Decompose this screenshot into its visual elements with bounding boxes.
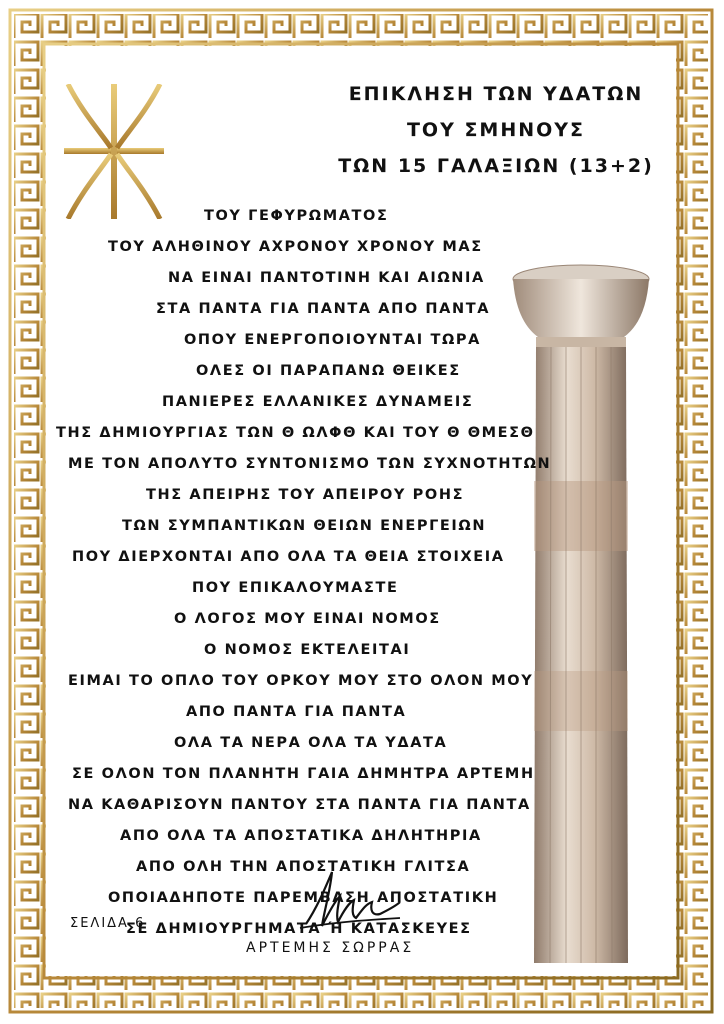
text-line: ΠΟΥ ΕΠΙΚΑΛΟΥΜΑΣΤΕ — [192, 580, 399, 596]
title-line: ΤΩΝ 15 ΓΑΛΑΞΙΩΝ (13+2) — [338, 155, 654, 177]
text-line: ΤΟΥ ΑΛΗΘΙΝΟΥ ΑΧΡΟΝΟΥ ΧΡΟΝΟΥ ΜΑΣ — [108, 239, 483, 255]
text-line: ΑΠΟ ΟΛΑ ΤΑ ΑΠΟΣΤΑΤΙΚΑ ΔΗΛΗΤΗΡΙΑ — [120, 828, 482, 844]
text-line: ΠΑΝΙΕΡΕΣ ΕΛΛΑΝΙΚΕΣ ΔΥΝΑΜΕΙΣ — [162, 394, 474, 410]
text-line: Ο ΛΟΓΟΣ ΜΟΥ ΕΙΝΑΙ ΝΟΜΟΣ — [174, 611, 441, 627]
signature-icon — [296, 866, 406, 940]
text-line: ΤΗΣ ΑΠΕΙΡΗΣ ΤΟΥ ΑΠΕΙΡΟΥ ΡΟΗΣ — [146, 487, 465, 503]
text-line: ΤΗΣ ΔΗΜΙΟΥΡΓΙΑΣ ΤΩΝ Θ ΩΛΦΘ ΚΑΙ ΤΟΥ Θ ΘΜΕΣΘ — [56, 425, 535, 441]
text-line: ΤΩΝ ΣΥΜΠΑΝΤΙΚΩΝ ΘΕΙΩΝ ΕΝΕΡΓΕΙΩΝ — [122, 518, 487, 534]
text-line: ΟΛΕΣ ΟΙ ΠΑΡΑΠΑΝΩ ΘΕΙΚΕΣ — [196, 363, 461, 379]
page-number: ΣΕΛΙΔΑ 6 — [70, 916, 146, 931]
star-symbol-icon — [64, 84, 164, 223]
doric-column-icon — [506, 251, 656, 967]
title-line: ΕΠΙΚΛΗΣΗ ΤΩΝ ΥΔΑΤΩΝ — [348, 83, 644, 105]
text-line: ΤΟΥ ΓΕΦΥΡΩΜΑΤΟΣ — [204, 208, 389, 224]
text-line: ΟΠΟΙΑΔΗΠΟΤΕ ΠΑΡΕΜΒΑΣΗ ΑΠΟΣΤΑΤΙΚΗ — [108, 890, 499, 906]
title-line: ΤΟΥ ΣΜΗΝΟΥΣ — [406, 119, 586, 141]
text-line: ΟΠΟΥ ΕΝΕΡΓΟΠΟΙΟΥΝΤΑΙ ΤΩΡΑ — [184, 332, 481, 348]
text-line: ΟΛΑ ΤΑ ΝΕΡΑ ΟΛΑ ΤΑ ΥΔΑΤΑ — [174, 735, 448, 751]
text-line: ΝΑ ΕΙΝΑΙ ΠΑΝΤΟΤΙΝΗ ΚΑΙ ΑΙΩΝΙΑ — [168, 270, 485, 286]
text-line: Ο ΝΟΜΟΣ ΕΚΤΕΛΕΙΤΑΙ — [204, 642, 411, 658]
text-line: ΣΕ ΟΛΟΝ ΤΟΝ ΠΛΑΝΗΤΗ ΓΑΙΑ ΔΗΜΗΤΡΑ ΑΡΤΕΜΗ — [72, 766, 535, 782]
text-line: ΕΙΜΑΙ ΤΟ ΟΠΛΟ ΤΟΥ ΟΡΚΟΥ ΜΟΥ ΣΤΟ ΟΛΟΝ ΜΟΥ — [68, 673, 534, 689]
text-line: ΣΤΑ ΠΑΝΤΑ ΓΙΑ ΠΑΝΤΑ ΑΠΟ ΠΑΝΤΑ — [156, 301, 491, 317]
text-line: ΠΟΥ ΔΙΕΡΧΟΝΤΑΙ ΑΠΟ ΟΛΑ ΤΑ ΘΕΙΑ ΣΤΟΙΧΕΙΑ — [72, 549, 505, 565]
text-line: ΣΕ ΔΗΜΙΟΥΡΓΗΜΑΤΑ Ή ΚΑΤΑΣΚΕΥΕΣ — [126, 921, 472, 937]
text-line: ΑΠΟ ΠΑΝΤΑ ΓΙΑ ΠΑΝΤΑ — [186, 704, 407, 720]
text-line: ΑΠΟ ΟΛΗ ΤΗΝ ΑΠΟΣΤΑΤΙΚΗ ΓΛΙΤΣΑ — [136, 859, 471, 875]
document-title — [336, 76, 656, 184]
text-line: ΜΕ ΤΟΝ ΑΠΟΛΥΤΟ ΣΥΝΤΟΝΙΣΜΟ ΤΩΝ ΣΥΧΝΟΤΗΤΩΝ — [68, 456, 552, 472]
author-name: ΑΡΤΕΜΗΣ ΣΩΡΡΑΣ — [246, 940, 415, 956]
text-line: ΝΑ ΚΑΘΑΡΙΣΟΥΝ ΠΑΝΤΟΥ ΣΤΑ ΠΑΝΤΑ ΓΙΑ ΠΑΝΤΑ — [68, 797, 531, 813]
page-content — [46, 46, 676, 976]
